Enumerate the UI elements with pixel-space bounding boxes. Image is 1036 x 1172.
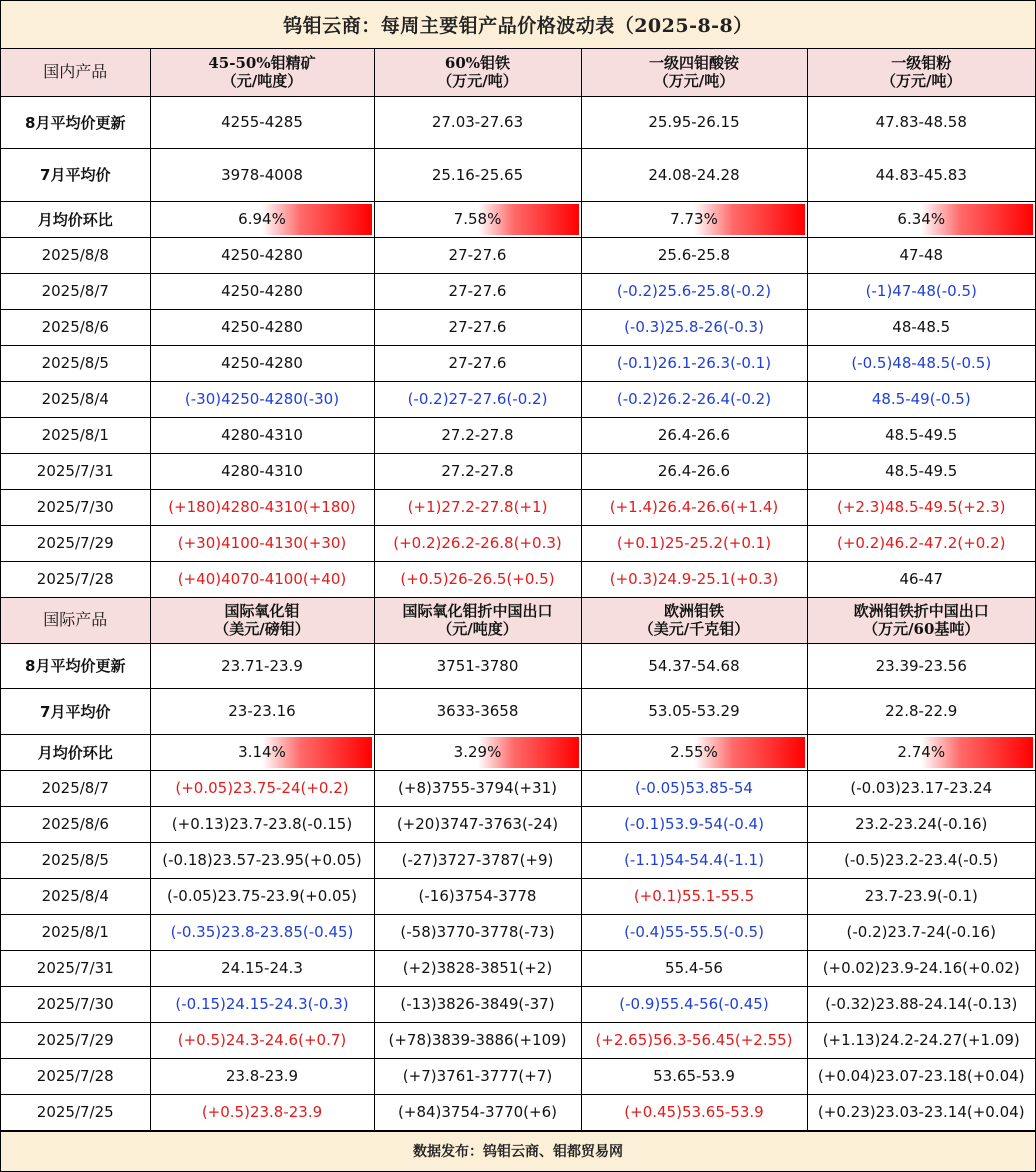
table-title: 钨钼云商：每周主要钼产品价格波动表（2025-8-8） — [1, 1, 1035, 49]
avg-price-cell: 44.83-45.83 — [807, 148, 1035, 201]
avg-price-cell: 24.08-24.28 — [581, 148, 807, 201]
price-cell: (-1.1)54-54.4(-1.1) — [581, 842, 807, 878]
price-cell: 48.5-49.5 — [807, 453, 1035, 489]
price-cell: 4250-4280 — [150, 345, 374, 381]
price-cell: (-13)3826-3849(-37) — [374, 986, 581, 1022]
column-header-name: 欧洲钼铁折中国出口 — [853, 602, 989, 620]
price-cell: 23.7-23.9(-0.1) — [807, 878, 1035, 914]
date-cell: 2025/8/1 — [1, 914, 150, 950]
column-header-name: 国际氧化钼 — [224, 602, 300, 620]
date-cell: 2025/7/29 — [1, 1022, 150, 1058]
daily-price-row — [1, 237, 1035, 273]
ratio-value: 3.14% — [238, 743, 286, 761]
price-cell: 46-47 — [807, 561, 1035, 597]
daily-price-row — [1, 914, 1035, 950]
price-cell: 27-27.6 — [374, 273, 581, 309]
daily-price-row — [1, 381, 1035, 417]
price-cell: (-1)47-48(-0.5) — [807, 273, 1035, 309]
avg-price-cell: 54.37-54.68 — [581, 643, 807, 688]
date-cell: 2025/7/28 — [1, 1058, 150, 1094]
column-header-unit: （美元/磅钼） — [214, 620, 310, 638]
price-cell: (-0.3)25.8-26(-0.3) — [581, 309, 807, 345]
price-cell: 4280-4310 — [150, 453, 374, 489]
column-header-unit: （元/吨度） — [437, 620, 518, 638]
price-cell: (+0.05)23.75-24(+0.2) — [150, 770, 374, 806]
column-header-name: 60%钼铁 — [444, 54, 511, 73]
date-cell: 2025/8/6 — [1, 309, 150, 345]
price-cell: (-0.2)26.2-26.4(-0.2) — [581, 381, 807, 417]
domestic-section — [1, 49, 1035, 597]
date-cell: 2025/7/28 — [1, 561, 150, 597]
daily-price-row — [1, 1022, 1035, 1058]
price-cell: (-0.18)23.57-23.95(+0.05) — [150, 842, 374, 878]
ratio-value: 3.29% — [453, 743, 502, 761]
price-cell: (-0.2)27-27.6(-0.2) — [374, 381, 581, 417]
column-header-name: 一级四钼酸铵 — [648, 54, 739, 73]
column-header-unit: （万元/吨） — [881, 72, 962, 91]
aug-avg-row — [1, 96, 1035, 148]
column-header-unit: （美元/千克钼） — [638, 620, 750, 638]
daily-price-row — [1, 878, 1035, 914]
price-cell: (+7)3761-3777(+7) — [374, 1058, 581, 1094]
jul-avg-row — [1, 148, 1035, 201]
price-cell: (-27)3727-3787(+9) — [374, 842, 581, 878]
price-cell: 48.5-49(-0.5) — [807, 381, 1035, 417]
date-cell: 2025/8/4 — [1, 878, 150, 914]
price-cell: 23.2-23.24(-0.16) — [807, 806, 1035, 842]
price-cell: 4250-4280 — [150, 237, 374, 273]
date-cell: 2025/7/30 — [1, 986, 150, 1022]
column-header — [581, 49, 807, 96]
price-cell: (+2.3)48.5-49.5(+2.3) — [807, 489, 1035, 525]
price-cell: (+180)4280-4310(+180) — [150, 489, 374, 525]
column-header — [581, 597, 807, 643]
avg-price-cell: 25.16-25.65 — [374, 148, 581, 201]
column-header-name: 一级钼粉 — [891, 54, 952, 73]
jul-avg-row — [1, 688, 1035, 734]
price-cell: 55.4-56 — [581, 950, 807, 986]
aug-avg-row — [1, 643, 1035, 688]
avg-price-cell: 47.83-48.58 — [807, 96, 1035, 148]
column-header-unit: （元/吨度） — [221, 72, 303, 91]
price-cell: (+1.13)24.2-24.27(+1.09) — [807, 1022, 1035, 1058]
column-header — [150, 597, 374, 643]
price-cell: (+0.45)53.65-53.9 — [581, 1094, 807, 1130]
price-cell: (+0.5)26-26.5(+0.5) — [374, 561, 581, 597]
price-cell: (+84)3754-3770(+6) — [374, 1094, 581, 1130]
price-cell: (+0.2)46.2-47.2(+0.2) — [807, 525, 1035, 561]
price-cell: (+20)3747-3763(-24) — [374, 806, 581, 842]
avg-price-cell: 4255-4285 — [150, 96, 374, 148]
column-header — [807, 49, 1035, 96]
price-cell: (+40)4070-4100(+40) — [150, 561, 374, 597]
price-cell: (-0.03)23.17-23.24 — [807, 770, 1035, 806]
price-cell: 27.2-27.8 — [374, 417, 581, 453]
price-cell: (+0.04)23.07-23.18(+0.04) — [807, 1058, 1035, 1094]
price-cell: 27.2-27.8 — [374, 453, 581, 489]
price-cell: (+78)3839-3886(+109) — [374, 1022, 581, 1058]
column-header — [807, 597, 1035, 643]
price-cell: (+0.5)24.3-24.6(+0.7) — [150, 1022, 374, 1058]
row-label: 7月平均价 — [1, 148, 150, 201]
daily-price-row — [1, 417, 1035, 453]
price-cell: 48.5-49.5 — [807, 417, 1035, 453]
daily-price-row — [1, 950, 1035, 986]
column-header-unit: （万元/吨） — [653, 72, 735, 91]
price-cell: (+0.02)23.9-24.16(+0.02) — [807, 950, 1035, 986]
price-cell: 53.65-53.9 — [581, 1058, 807, 1094]
price-cell: (-0.32)23.88-24.14(-0.13) — [807, 986, 1035, 1022]
price-cell: (-0.9)55.4-56(-0.45) — [581, 986, 807, 1022]
price-cell: (+30)4100-4130(+30) — [150, 525, 374, 561]
row-label: 8月平均价更新 — [1, 643, 150, 688]
section-label: 国内产品 — [1, 49, 150, 96]
column-header — [374, 49, 581, 96]
ratio-value: 6.94% — [238, 210, 286, 228]
price-cell: (+2.65)56.3-56.45(+2.55) — [581, 1022, 807, 1058]
avg-price-cell: 27.03-27.63 — [374, 96, 581, 148]
mom-ratio-cell — [150, 734, 374, 770]
column-header-unit: （万元/吨） — [437, 72, 518, 91]
mom-ratio-cell — [150, 201, 374, 237]
mom-ratio-cell — [374, 734, 581, 770]
price-cell: 27-27.6 — [374, 309, 581, 345]
price-cell: (-0.2)23.7-24(-0.16) — [807, 914, 1035, 950]
daily-price-row — [1, 345, 1035, 381]
price-cell: 4250-4280 — [150, 273, 374, 309]
avg-price-cell: 23.39-23.56 — [807, 643, 1035, 688]
column-header-name: 欧洲钼铁 — [663, 602, 724, 620]
date-cell: 2025/8/4 — [1, 381, 150, 417]
price-cell: (+0.13)23.7-23.8(-0.15) — [150, 806, 374, 842]
avg-price-cell: 3978-4008 — [150, 148, 374, 201]
mom-ratio-cell — [807, 734, 1035, 770]
price-cell: (-30)4250-4280(-30) — [150, 381, 374, 417]
price-cell: (+0.2)26.2-26.8(+0.3) — [374, 525, 581, 561]
column-header-name: 45-50%钼精矿 — [208, 54, 316, 73]
date-cell: 2025/8/7 — [1, 273, 150, 309]
price-cell: (-0.5)23.2-23.4(-0.5) — [807, 842, 1035, 878]
avg-price-cell: 22.8-22.9 — [807, 688, 1035, 734]
ratio-value: 2.74% — [897, 743, 946, 761]
ratio-value: 6.34% — [897, 210, 946, 228]
price-cell: (-0.05)23.75-23.9(+0.05) — [150, 878, 374, 914]
date-cell: 2025/8/8 — [1, 237, 150, 273]
daily-price-row — [1, 525, 1035, 561]
price-cell: (+2)3828-3851(+2) — [374, 950, 581, 986]
section-label: 国际产品 — [1, 597, 150, 643]
date-cell: 2025/7/30 — [1, 489, 150, 525]
price-cell: 47-48 — [807, 237, 1035, 273]
price-cell: (+0.23)23.03-23.14(+0.04) — [807, 1094, 1035, 1130]
date-cell: 2025/7/31 — [1, 950, 150, 986]
price-cell: (+0.1)25-25.2(+0.1) — [581, 525, 807, 561]
daily-price-row — [1, 273, 1035, 309]
mom-ratio-cell — [374, 201, 581, 237]
mom-ratio-cell — [581, 734, 807, 770]
price-cell: (-0.5)48-48.5(-0.5) — [807, 345, 1035, 381]
daily-price-row — [1, 842, 1035, 878]
row-label: 7月平均价 — [1, 688, 150, 734]
date-cell: 2025/7/25 — [1, 1094, 150, 1130]
price-cell: (-0.15)24.15-24.3(-0.3) — [150, 986, 374, 1022]
mom-ratio-row — [1, 201, 1035, 237]
daily-price-row — [1, 770, 1035, 806]
avg-price-cell: 53.05-53.29 — [581, 688, 807, 734]
price-cell: 24.15-24.3 — [150, 950, 374, 986]
column-header — [374, 597, 581, 643]
international-section — [1, 597, 1035, 1130]
row-label: 月均价环比 — [1, 734, 150, 770]
ratio-value: 7.58% — [453, 210, 502, 228]
data-source-footer: 数据发布：钨钼云商、钼都贸易网 — [1, 1131, 1035, 1171]
price-cell: (-0.1)26.1-26.3(-0.1) — [581, 345, 807, 381]
section-header-row — [1, 49, 1035, 96]
price-cell: (-0.35)23.8-23.85(-0.45) — [150, 914, 374, 950]
price-cell: (+0.5)23.8-23.9 — [150, 1094, 374, 1130]
avg-price-cell: 23.71-23.9 — [150, 643, 374, 688]
price-cell: 26.4-26.6 — [581, 453, 807, 489]
date-cell: 2025/8/5 — [1, 842, 150, 878]
daily-price-row — [1, 1058, 1035, 1094]
price-table — [1, 49, 1035, 1131]
price-cell: (+0.1)55.1-55.5 — [581, 878, 807, 914]
daily-price-row — [1, 986, 1035, 1022]
date-cell: 2025/8/6 — [1, 806, 150, 842]
avg-price-cell: 3633-3658 — [374, 688, 581, 734]
avg-price-cell: 23-23.16 — [150, 688, 374, 734]
row-label: 8月平均价更新 — [1, 96, 150, 148]
price-cell: (-0.2)25.6-25.8(-0.2) — [581, 273, 807, 309]
price-cell: 27-27.6 — [374, 345, 581, 381]
price-cell: (+1)27.2-27.8(+1) — [374, 489, 581, 525]
price-cell: (+0.3)24.9-25.1(+0.3) — [581, 561, 807, 597]
price-cell: 48-48.5 — [807, 309, 1035, 345]
price-cell: 26.4-26.6 — [581, 417, 807, 453]
price-cell: (-16)3754-3778 — [374, 878, 581, 914]
mom-ratio-cell — [581, 201, 807, 237]
date-cell: 2025/8/1 — [1, 417, 150, 453]
daily-price-row — [1, 561, 1035, 597]
price-cell: (-58)3770-3778(-73) — [374, 914, 581, 950]
daily-price-row — [1, 489, 1035, 525]
daily-price-row — [1, 806, 1035, 842]
ratio-value: 2.55% — [670, 743, 718, 761]
price-cell: 4250-4280 — [150, 309, 374, 345]
price-cell: (-0.4)55-55.5(-0.5) — [581, 914, 807, 950]
avg-price-cell: 3751-3780 — [374, 643, 581, 688]
price-cell: 25.6-25.8 — [581, 237, 807, 273]
price-cell: 23.8-23.9 — [150, 1058, 374, 1094]
column-header — [150, 49, 374, 96]
date-cell: 2025/7/31 — [1, 453, 150, 489]
section-header-row — [1, 597, 1035, 643]
price-cell: (+1.4)26.4-26.6(+1.4) — [581, 489, 807, 525]
date-cell: 2025/7/29 — [1, 525, 150, 561]
column-header-unit: （万元/60基吨） — [863, 620, 980, 638]
mom-ratio-row — [1, 734, 1035, 770]
row-label: 月均价环比 — [1, 201, 150, 237]
price-cell: (-0.05)53.85-54 — [581, 770, 807, 806]
date-cell: 2025/8/7 — [1, 770, 150, 806]
daily-price-row — [1, 309, 1035, 345]
daily-price-row — [1, 453, 1035, 489]
daily-price-row — [1, 1094, 1035, 1130]
column-header-name: 国际氧化钼折中国出口 — [402, 602, 553, 620]
price-cell: (-0.1)53.9-54(-0.4) — [581, 806, 807, 842]
avg-price-cell: 25.95-26.15 — [581, 96, 807, 148]
date-cell: 2025/8/5 — [1, 345, 150, 381]
ratio-value: 7.73% — [670, 210, 718, 228]
price-cell: (+8)3755-3794(+31) — [374, 770, 581, 806]
mom-ratio-cell — [807, 201, 1035, 237]
price-cell: 27-27.6 — [374, 237, 581, 273]
price-cell: 4280-4310 — [150, 417, 374, 453]
